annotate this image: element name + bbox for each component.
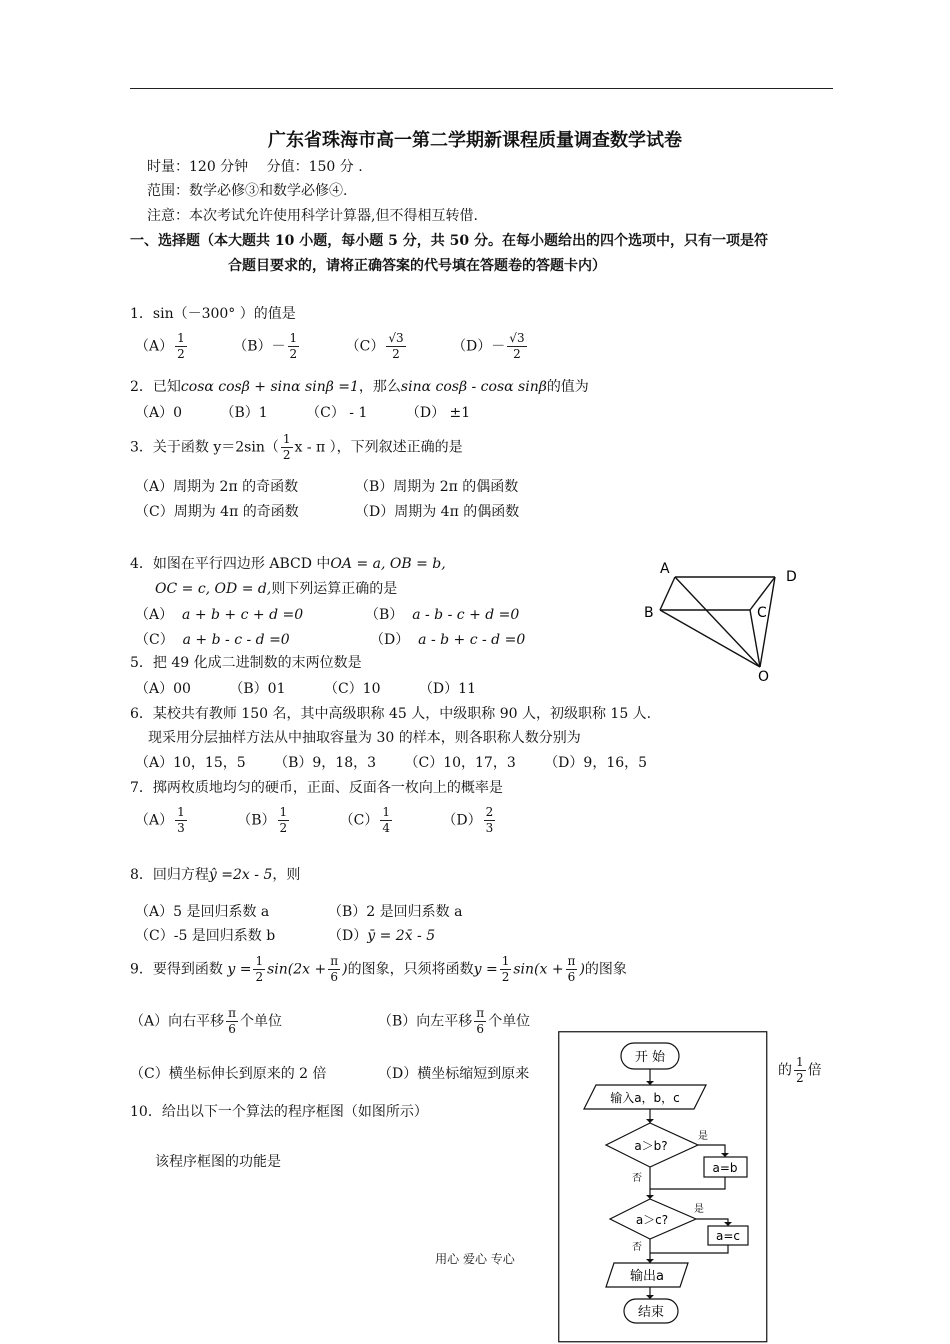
q1-den-b: 2 [289, 347, 298, 361]
q3-frac-den: 2 [282, 448, 291, 462]
flow-yes-2: 是 [694, 1204, 704, 1215]
q2-option-b: （B）1 [220, 405, 268, 421]
q3-option-b: （B）周期为 2π 的偶函数 [355, 479, 519, 495]
q4-line1 [130, 553, 446, 573]
q9-one-2: 1 [501, 954, 510, 968]
q9-y2-b: sin(x + [513, 961, 564, 978]
flowchart [558, 1031, 768, 1343]
q9-y2-c: ) [579, 961, 585, 978]
q7-label-d: （D） [442, 812, 482, 829]
q2-stem-c: 的值为 [546, 379, 589, 395]
label-A: A [660, 561, 670, 577]
q9-optd-b: 的 [778, 1062, 792, 1079]
q7-stem: 7．掷两枚质地均匀的硬币，正面、反面各一枚向上的概率是 [130, 780, 503, 796]
q4-option-b [365, 604, 519, 624]
q9-pi-2: π [567, 954, 576, 968]
q4-option-c [135, 629, 290, 649]
q4-line1-b: OA = a, OB = b, [330, 556, 446, 572]
q2-option-a: （A）0 [135, 405, 183, 421]
flow-start-text: 开 始 [634, 1050, 666, 1065]
q9-option-b [378, 1006, 530, 1037]
q3-frac-num: 1 [282, 432, 291, 446]
q5-option-b: （B）01 [229, 681, 286, 697]
q3-option-d: （D）周期为 4π 的偶函数 [355, 504, 520, 520]
q2-stem [130, 376, 589, 396]
q5-options [135, 678, 510, 698]
exam-scope: 范围：数学必修③和数学必修④. [147, 183, 348, 199]
q4-expr-d: a - b + c - d =0 [418, 632, 526, 648]
q9-opta-pi: π [228, 1006, 237, 1020]
q7-num-a: 1 [177, 805, 185, 819]
q9-option-c: （C）横坐标伸长到原来的 2 倍 [130, 1066, 327, 1082]
section-heading-2: 合题目要求的，请将正确答案的代号填在答题卷的答题卡内） [228, 258, 606, 274]
label-C: C [757, 605, 767, 621]
q4-expr-c: a + b - c - d =0 [182, 632, 290, 648]
flow-assign2-text: a=c [715, 1229, 741, 1243]
q4-line2 [155, 578, 397, 598]
q9-pi-1: π [330, 954, 339, 968]
q2-formula: cosα cosβ + sinα sinβ =1 [180, 379, 359, 395]
q7-den-c: 4 [382, 821, 390, 835]
q9-y2-a: y = [473, 961, 498, 978]
q9-optb-pi: π [476, 1006, 485, 1020]
q9-y1-a: y = [227, 961, 252, 978]
flow-no-1: 否 [632, 1173, 642, 1184]
q9-option-a [130, 1006, 282, 1037]
flow-cond1-text: a＞b? [634, 1139, 668, 1153]
q8-stem-b: ，则 [272, 867, 301, 883]
flow-cond2-text: a＞c? [635, 1213, 669, 1227]
q7-options [135, 805, 531, 836]
q9-stem [130, 954, 627, 985]
q9-optb-a: （B）向左平移 [378, 1013, 473, 1030]
q9-optb-six: 6 [476, 1022, 485, 1036]
q2-stem-a: 2．已知 [130, 379, 181, 395]
flow-input-text: 输入a，b，c [610, 1091, 680, 1105]
q9-opta-b: 个单位 [240, 1013, 283, 1030]
q7-den-d: 3 [485, 821, 494, 835]
q4-label-a: （A） [135, 607, 174, 623]
q7-num-d: 2 [485, 805, 494, 819]
q4-expr-b: a - b - c + d =0 [412, 607, 520, 623]
q7-num-b: 1 [279, 805, 288, 819]
header-rule [130, 88, 833, 89]
q9-optd-two: 2 [796, 1071, 804, 1085]
q9-optd-c: 倍 [807, 1062, 822, 1079]
q8-optd-formula: ȳ = 2x̄ - 5 [367, 928, 436, 944]
q10-stem: 10．给出以下一个算法的程序框图（如图所示） [130, 1104, 428, 1120]
q6-option-c: （C）10，17，3 [404, 755, 516, 771]
flow-assign1-text: a=b [712, 1161, 738, 1175]
q1-den-d: 2 [513, 347, 521, 361]
q6-line2: 现采用分层抽样方法从中抽取容量为 30 的样本，则各职称人数分别为 [148, 730, 581, 746]
flow-no-2: 否 [632, 1242, 642, 1253]
q9-two-1: 2 [255, 970, 264, 984]
q6-option-b: （B）9，18，3 [274, 755, 377, 771]
q8-option-b: （B）2 是回归系数 a [328, 904, 463, 920]
q7-den-b: 2 [279, 821, 288, 835]
q7-num-c: 1 [382, 805, 390, 819]
q8-formula: ŷ =2x - 5 [208, 867, 273, 883]
flow-yes-1: 是 [698, 1131, 708, 1142]
label-D: D [786, 569, 797, 585]
page-title: 广东省珠海市高一第二学期新课程质量调查数学试卷 [268, 130, 682, 151]
q9-optd-one: 1 [796, 1055, 804, 1069]
q9-stem-a: 9．要得到函数 [130, 961, 223, 978]
q9-opta-a: （A）向右平移 [130, 1013, 225, 1030]
parallelogram-figure [630, 555, 810, 690]
q1-num-d: √3 [509, 331, 525, 345]
q7-den-a: 3 [177, 821, 185, 835]
q3-stem [130, 432, 463, 463]
q3-stem-b: x - π ），下列叙述正确的是 [294, 439, 463, 456]
section-heading-1: 一、选择题（本大题共 10 小题，每小题 5 分，共 50 分。在每小题给出的四个选项中，只有一项是符 [130, 233, 768, 249]
q7-label-a: （A） [135, 812, 174, 829]
q8-optd-label: （D） [328, 928, 368, 944]
q5-option-a: （A）00 [135, 681, 191, 697]
q2-formula2: sinα cosβ - cosα sinβ [400, 379, 547, 395]
q1-stem: 1．sin（－300° ）的值是 [130, 306, 296, 322]
q9-option-d: （D）横坐标缩短到原来 [378, 1066, 530, 1082]
q4-label-b: （B） [365, 607, 404, 623]
q1-label-a: （A） [135, 338, 174, 355]
q8-stem [130, 864, 300, 884]
q2-stem-b: ，那么 [358, 379, 401, 395]
q9-y1-b: sin(2x + [267, 961, 327, 978]
flow-end-text: 结束 [637, 1305, 665, 1320]
q1-options [135, 331, 563, 362]
q9-stem-b: 的图象，只须将函数 [347, 961, 474, 978]
q6-option-a: （A）10，15，5 [135, 755, 246, 771]
q10-question: 该程序框图的功能是 [155, 1154, 281, 1170]
q4-line2-a: OC = c, OD = d, [155, 581, 272, 597]
exam-time: 时量：120 分钟 分值：150 分 . [147, 159, 363, 175]
label-O: O [758, 669, 770, 685]
q4-line2-b: 则下列运算正确的是 [271, 581, 398, 597]
q8-option-d [328, 925, 435, 945]
q8-option-a: （A）5 是回归系数 a [135, 904, 270, 920]
q1-den-c: 2 [392, 347, 400, 361]
q4-option-a [135, 604, 303, 624]
q2-option-d: （D） ±1 [405, 405, 471, 421]
q6-option-d: （D）9，16，5 [544, 755, 648, 771]
q9-one-1: 1 [255, 954, 264, 968]
q9-option-d-tail [778, 1055, 822, 1086]
q1-num-a: 1 [177, 331, 185, 345]
q9-six-1: 6 [330, 970, 338, 984]
q3-stem-a: 3．关于函数 y＝2sin（ [130, 439, 279, 456]
footer: 用心 爱心 专心 [435, 1252, 515, 1266]
q4-line1-a: 4．如图在平行四边形 ABCD 中 [130, 556, 331, 572]
q4-label-d: （D） [370, 632, 410, 648]
q5-stem: 5．把 49 化成二进制数的末两位数是 [130, 655, 362, 671]
q9-optb-b: 个单位 [488, 1013, 531, 1030]
exam-note: 注意：本次考试允许使用科学计算器,但不得相互转借. [147, 208, 478, 224]
q1-label-d: （D）－ [452, 338, 506, 355]
q2-options [135, 402, 504, 422]
q1-label-b: （B）－ [233, 338, 286, 355]
q4-option-d [370, 629, 525, 649]
label-B: B [644, 605, 654, 621]
q4-expr-a: a + b + c + d =0 [182, 607, 304, 623]
flow-output-text: 输出a [630, 1269, 664, 1284]
q9-y1-c: ) [342, 961, 348, 978]
q3-option-c: （C）周期为 4π 的奇函数 [135, 504, 299, 520]
q1-num-c: √3 [388, 331, 404, 345]
q5-option-c: （C）10 [323, 681, 381, 697]
q8-stem-a: 8．回归方程 [130, 867, 209, 883]
q7-label-c: （C） [339, 812, 379, 829]
q4-label-c: （C） [135, 632, 174, 648]
q9-two-2: 2 [501, 970, 510, 984]
flowchart-border [559, 1032, 767, 1342]
q2-option-c: （C） - 1 [306, 405, 368, 421]
q6-options [135, 752, 681, 772]
q7-label-b: （B） [237, 812, 276, 829]
q6-line1: 6．某校共有教师 150 名，其中高级职称 45 人，中级职称 90 人，初级职称 15 人. [130, 706, 652, 722]
q1-den-a: 2 [177, 347, 185, 361]
q9-six-2: 6 [567, 970, 576, 984]
q1-label-c: （C） [345, 338, 385, 355]
q5-option-d: （D）11 [418, 681, 476, 697]
q9-opta-six: 6 [228, 1022, 236, 1036]
q3-option-a: （A）周期为 2π 的奇函数 [135, 479, 299, 495]
q9-stem-c: 的图象 [584, 961, 627, 978]
q8-option-c: （C）-5 是回归系数 b [135, 928, 276, 944]
q1-num-b: 1 [289, 331, 298, 345]
